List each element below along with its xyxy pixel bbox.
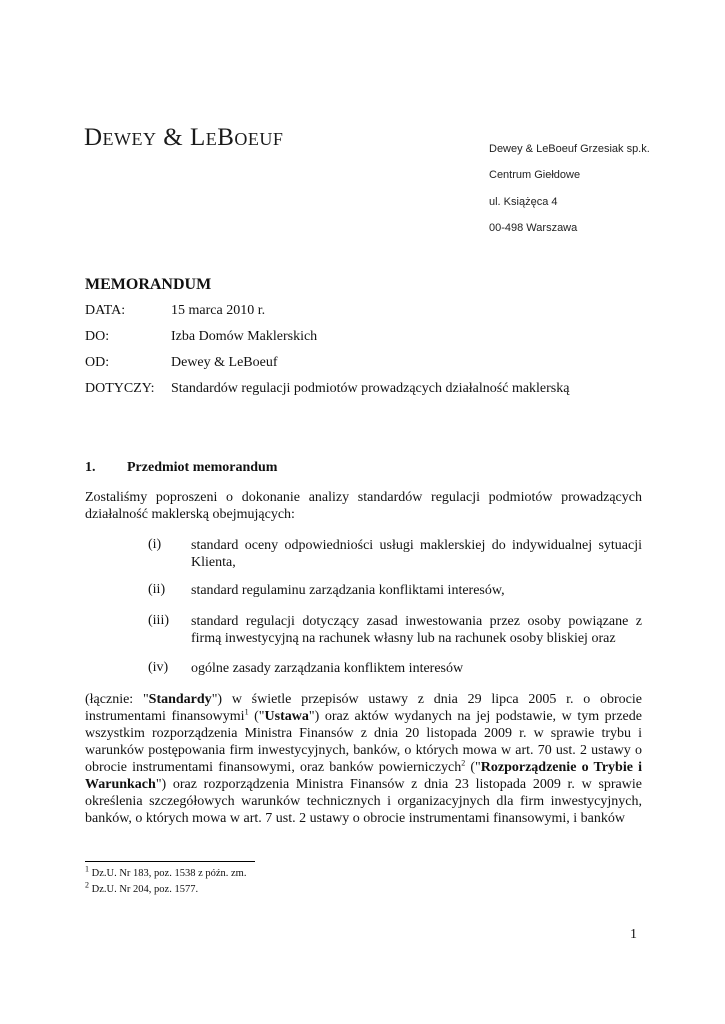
- footnote: [85, 880, 199, 895]
- body-text: (": [248, 709, 265, 724]
- footnote: [85, 864, 247, 879]
- defined-term: Standardy: [148, 692, 212, 707]
- intro-paragraph: Zostaliśmy poproszeni o dokonanie analizy standardów regulacji podmiotów prowadzących działalność maklerską obejmujących:: [85, 490, 642, 522]
- list-item-text: standard oceny odpowiedniości usługi maklerskiej do indywidualnej sytuacji Klienta,: [191, 538, 642, 570]
- body-text: ") oraz aktów wydanych na jej podstawie, w tym przede wszystkim rozporządzenia Ministra Finansów z dnia 20 listopada 2009 r. w sprawie trybu i warunków postępowania firm inwestycyjnych, banków, o których mowa w art. 70 ust. 2 ustawy o obrocie instrumentami finansowymi, oraz banków powierniczych: [85, 709, 642, 775]
- section-number: 1.: [85, 460, 96, 475]
- list-item-text: standard regulaminu zarządzania konfliktami interesów,: [191, 583, 505, 598]
- field-label-from: OD:: [85, 355, 110, 370]
- address-line-4: 00-498 Warszawa: [489, 222, 578, 234]
- body-text: (łącznie: ": [85, 692, 149, 707]
- memo-title: MEMORANDUM: [85, 276, 212, 293]
- list-item-number: (i): [148, 537, 162, 552]
- defined-term: Rozporządzenie o Trybie i Warunkach: [85, 760, 642, 792]
- list-item-number: (ii): [148, 582, 166, 597]
- field-label-date: DATA:: [85, 303, 126, 318]
- field-label-to: DO:: [85, 329, 110, 344]
- field-value-from: Dewey & LeBoeuf: [171, 355, 278, 370]
- field-value-subject: Standardów regulacji podmiotów prowadzących działalność maklerską: [171, 381, 570, 396]
- body-text: (": [465, 760, 481, 775]
- body-text: ") oraz rozporządzenia Ministra Finansów z dnia 23 listopada 2009 r. w sprawie określenia szczegółowych warunków technicznych i organizacyjnych dla firm inwestycyjnych, banków, o których mowa w art. 7 ust. 2 ustawy o obrocie instrumentami finansowymi, i banków: [85, 777, 642, 826]
- list-item-text: ogólne zasady zarządzania konfliktem interesów: [191, 661, 464, 676]
- footnote-text: Dz.U. Nr 183, poz. 1538 z późn. zm.: [89, 868, 247, 879]
- footnote-text: Dz.U. Nr 204, poz. 1577.: [89, 884, 199, 895]
- body-text: ") w świetle przepisów ustawy z dnia 29 lipca 2005 r. o obrocie instrumentami finansowymi: [85, 692, 642, 724]
- field-label-subject: DOTYCZY:: [85, 381, 155, 396]
- footnote-number: 2: [85, 880, 89, 890]
- address-line-3: ul. Książęca 4: [489, 196, 558, 208]
- address-line-2: Centrum Giełdowe: [489, 169, 581, 181]
- footnote-divider: [85, 861, 255, 862]
- page-number: 1: [630, 927, 637, 942]
- list-item-text: standard regulacji dotyczący zasad inwestowania przez osoby powiązane z firmą inwestycyjną na rachunek własny lub na rachunek osoby bliskiej oraz: [191, 614, 642, 646]
- footnote-ref[interactable]: 2: [461, 758, 466, 768]
- company-logo: Dewey & LeBoeuf: [84, 124, 284, 151]
- defined-term: Ustawa: [264, 709, 309, 724]
- address-line-1: Dewey & LeBoeuf Grzesiak sp.k.: [489, 143, 650, 155]
- field-value-to: Izba Domów Maklerskich: [171, 329, 318, 344]
- section-title: Przedmiot memorandum: [127, 460, 278, 475]
- footnote-ref[interactable]: 1: [244, 707, 249, 717]
- list-item-number: (iii): [148, 613, 169, 628]
- body-paragraph: [85, 691, 642, 827]
- footnote-number: 1: [85, 864, 89, 874]
- field-value-date: 15 marca 2010 r.: [171, 303, 266, 318]
- list-item-number: (iv): [148, 660, 169, 675]
